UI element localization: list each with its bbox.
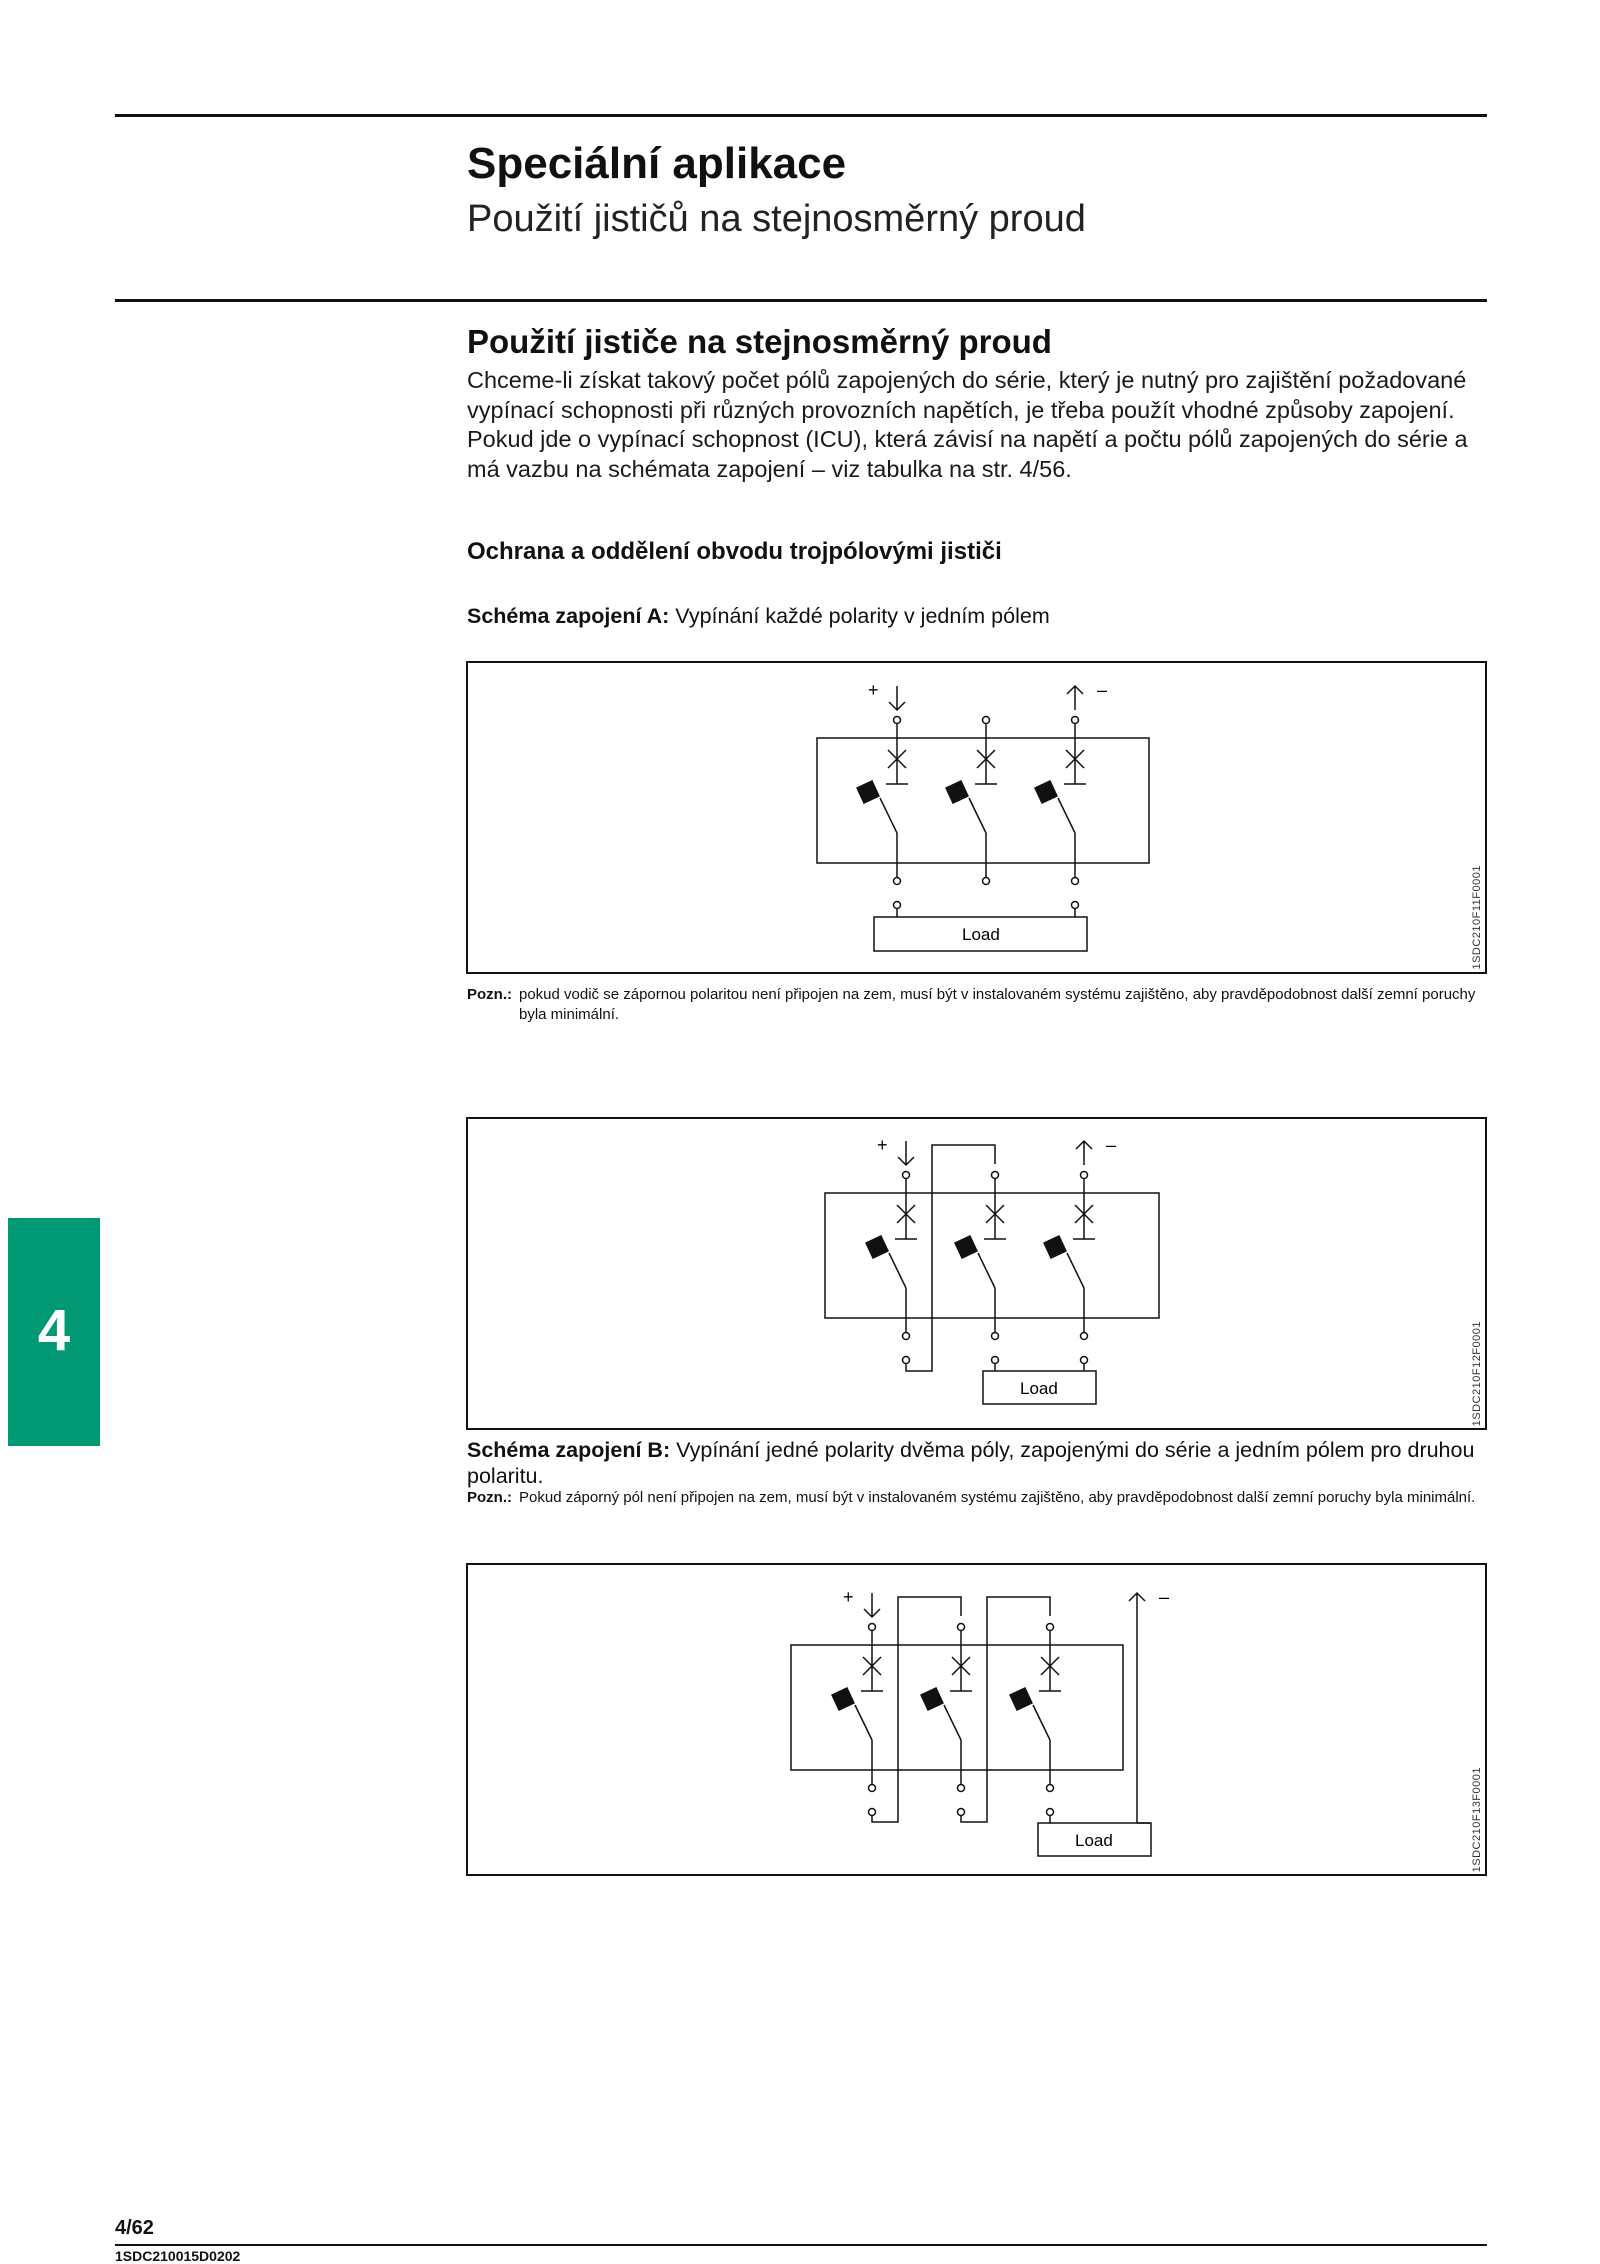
schema-a-note <box>467 985 1489 1025</box>
schema-b-label: Schéma zapojení B: <box>467 1438 671 1462</box>
page-title: Speciální aplikace <box>467 139 847 188</box>
minus-sign-c: – <box>1159 1587 1170 1607</box>
arrow-up-icon <box>1076 1141 1092 1165</box>
figure-code-b: 1SDC210F12F0001 <box>1471 1320 1483 1426</box>
diagram-b-svg <box>468 1119 1489 1432</box>
footer-rule <box>115 2244 1487 2246</box>
top-rule <box>115 114 1487 117</box>
diagram-c-svg <box>468 1565 1489 1878</box>
diagram-a-svg <box>468 663 1489 976</box>
note-label-a: Pozn.: <box>467 986 512 1003</box>
header-bottom-rule <box>115 299 1487 302</box>
arrow-down-icon <box>889 686 905 710</box>
load-label-b: Load <box>1020 1379 1058 1398</box>
figure-code-c: 1SDC210F13F0001 <box>1471 1766 1483 1872</box>
arrow-down-icon <box>864 1593 880 1617</box>
note-text-b: Pokud záporný pól není připojen na zem, musí být v instalovaném systému zajištěno, aby pravděpodobnost další zemní poruchy byla minimální. <box>519 1489 1476 1506</box>
page-subtitle: Použití jističů na stejnosměrný proud <box>467 198 1086 240</box>
note-label-b: Pozn.: <box>467 1489 512 1506</box>
minus-sign-a: – <box>1097 680 1108 700</box>
diagram-b <box>466 1117 1487 1430</box>
note-text-a: pokud vodič se zápornou polaritou není připojen na zem, musí být v instalovaném systému zajištěno, aby pravděpodobnost další zemní poruchy byla minimální. <box>519 986 1476 1023</box>
schema-a-label: Schéma zapojení A: <box>467 604 670 628</box>
schema-b-caption <box>467 1437 1489 1489</box>
minus-sign-b: – <box>1106 1135 1117 1155</box>
chapter-tab <box>8 1218 100 1446</box>
plus-sign-c: + <box>843 1587 854 1607</box>
subsection-heading: Ochrana a oddělení obvodu trojpólovými jističi <box>467 538 1002 565</box>
schema-a-text: Vypínání každé polarity v jedním pólem <box>669 604 1050 628</box>
diagram-a <box>466 661 1487 974</box>
schema-b-text: Vypínání jedné polarity dvěma póly, zapojenými do série a jedním pólem pro druhou polaritu. <box>467 1438 1475 1488</box>
chapter-number: 4 <box>37 1298 71 1363</box>
load-label-a: Load <box>962 925 1000 944</box>
load-label-c: Load <box>1075 1831 1113 1850</box>
figure-code-a: 1SDC210F11F0001 <box>1471 865 1483 970</box>
arrow-up-icon <box>1067 686 1083 710</box>
arrow-up-icon <box>1129 1593 1145 1617</box>
arrow-down-icon <box>898 1141 914 1165</box>
intro-paragraph: Chceme-li získat takový počet pólů zapojených do série, který je nutný pro zajištění požadované vypínací schopnosti při různých provozních napětích, je třeba použít vhodné způsoby zapojení. Pokud jde o vypínací schopnost (ICU), která závisí na napětí a počtu pólů zapojených do série a má vazbu na schémata zapojení – viz tabulka na str. 4/56. <box>467 367 1468 482</box>
plus-sign-a: + <box>868 680 879 700</box>
page-number: 4/62 <box>115 2217 154 2239</box>
section-heading: Použití jističe na stejnosměrný proud <box>467 323 1052 360</box>
schema-b-note <box>467 1488 1489 1508</box>
schema-a-caption <box>467 603 1489 629</box>
plus-sign-b: + <box>877 1135 888 1155</box>
diagram-c <box>466 1563 1487 1876</box>
document-id: 1SDC210015D0202 <box>115 2248 241 2264</box>
